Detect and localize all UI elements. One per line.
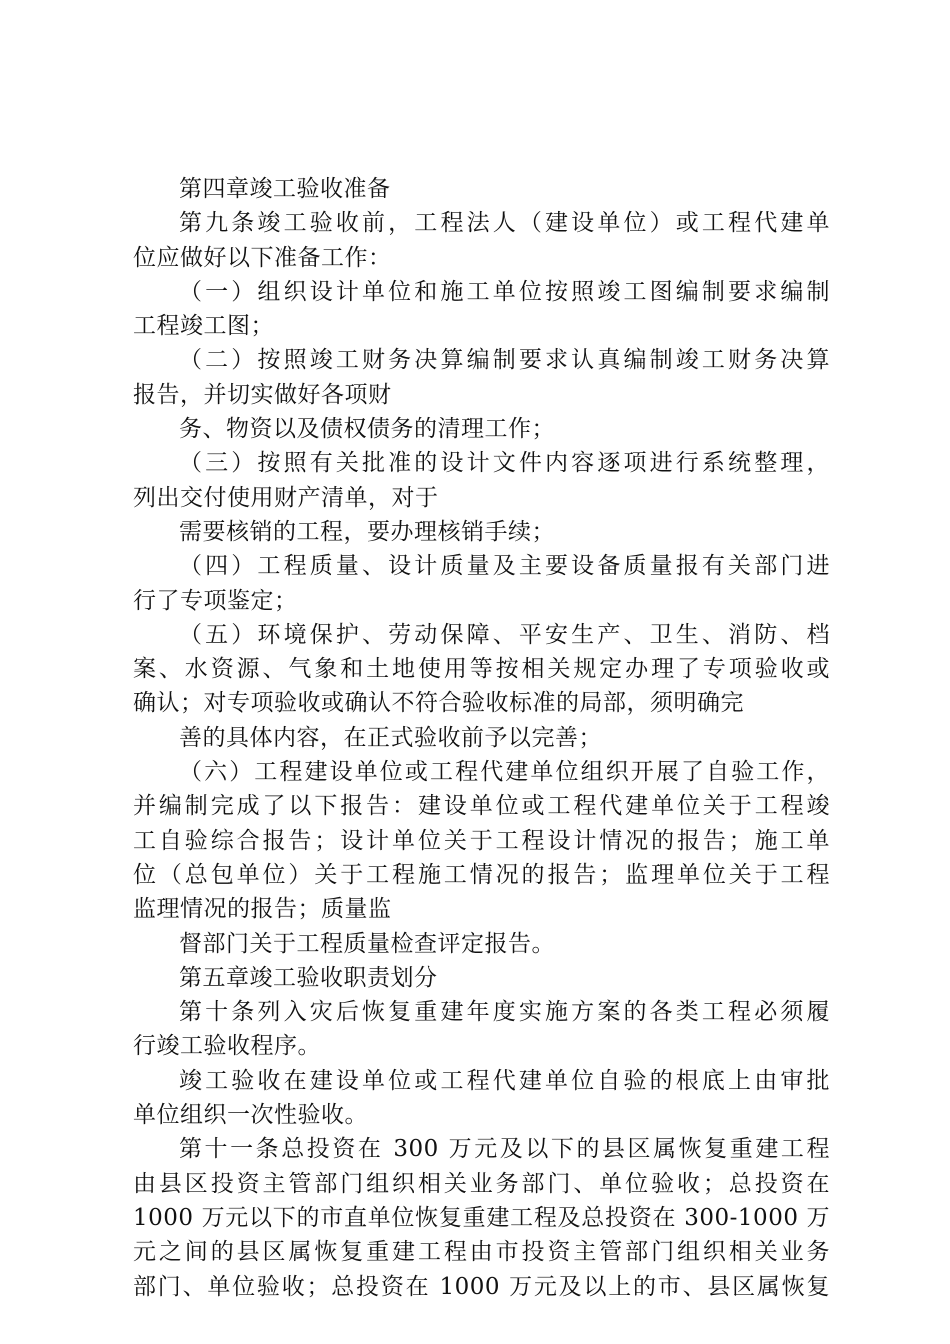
text-line: 元之间的县区属恢复重建工程由市投资主管部门组织相关业务 (133, 1239, 830, 1266)
text-line: 列出交付使用财产清单，对于 (133, 484, 439, 511)
text-line: 案、水资源、气象和土地使用等按相关规定办理了专项验收或 (133, 656, 830, 683)
text-line: 由县区投资主管部门组织相关业务部门、单位验收；总投资在 (133, 1170, 830, 1197)
text-line: 督部门关于工程质量检查评定报告。 (179, 930, 555, 957)
text-line: 1000 万元以下的市直单位恢复重建工程及总投资在 300-1000 万 (133, 1204, 830, 1231)
text-line: 单位组织一次性验收。 (133, 1102, 368, 1129)
text-line: 第十一条总投资在 300 万元及以下的县区属恢复重建工程 (179, 1136, 830, 1163)
text-line: （五）环境保护、劳动保障、平安生产、卫生、消防、档 (179, 621, 830, 648)
text-line: 位应做好以下准备工作： (133, 244, 392, 271)
text-line: （六）工程建设单位或工程代建单位组织开展了自验工作， (179, 759, 830, 786)
text-line: 第十条列入灾后恢复重建年度实施方案的各类工程必须履 (179, 999, 830, 1026)
text-line: 并编制完成了以下报告：建设单位或工程代建单位关于工程竣 (133, 793, 830, 820)
text-line: 第五章竣工验收职责划分 (179, 964, 438, 991)
text-line: 行了专项鉴定； (133, 587, 298, 614)
text-line: 监理情况的报告；质量监 (133, 896, 392, 923)
text-line: （四）工程质量、设计质量及主要设备质量报有关部门进 (179, 553, 830, 580)
text-line: （三）按照有关批准的设计文件内容逐项进行系统整理， (179, 450, 830, 477)
text-line: 第九条竣工验收前，工程法人（建设单位）或工程代建单 (179, 210, 830, 237)
text-line: 位（总包单位）关于工程施工情况的报告；监理单位关于工程 (133, 861, 830, 888)
text-line: 工自验综合报告；设计单位关于工程设计情况的报告；施工单 (133, 827, 830, 854)
text-line: 确认；对专项验收或确认不符合验收标准的局部，须明确完 (133, 690, 744, 717)
text-line: （二）按照竣工财务决算编制要求认真编制竣工财务决算 (179, 347, 830, 374)
text-line: 部门、单位验收；总投资在 1000 万元及以上的市、县区属恢复 (133, 1273, 830, 1300)
text-line: 需要核销的工程，要办理核销手续； (179, 518, 555, 545)
text-line: 竣工验收在建设单位或工程代建单位自验的根底上由审批 (179, 1067, 830, 1094)
text-line: （一）组织设计单位和施工单位按照竣工图编制要求编制 (179, 278, 830, 305)
text-line: 报告，并切实做好各项财 (133, 381, 392, 408)
text-line: 善的具体内容，在正式验收前予以完善； (179, 724, 602, 751)
text-line: 务、物资以及债权债务的清理工作； (179, 416, 555, 443)
text-line: 行竣工验收程序。 (133, 1033, 321, 1060)
text-line: 第四章竣工验收准备 (179, 176, 391, 202)
text-line: 工程竣工图； (133, 313, 274, 340)
